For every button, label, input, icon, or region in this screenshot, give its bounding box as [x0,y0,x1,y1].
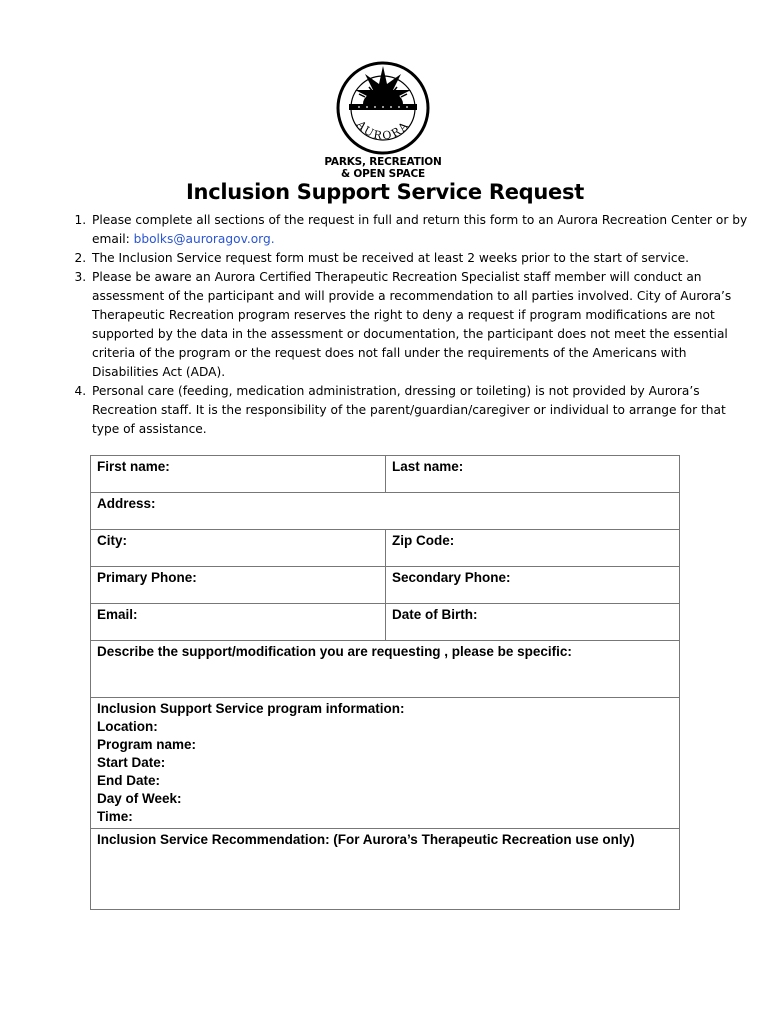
primary-phone-field[interactable]: Primary Phone: [91,567,386,604]
location-label: Location: [97,719,158,734]
program-name-label: Program name: [97,737,197,752]
end-date-label: End Date: [97,773,161,788]
support-description-field[interactable]: Describe the support/modification you are requesting , please be specific: [91,641,680,698]
request-form-table [90,455,680,910]
secondary-phone-field[interactable]: Secondary Phone: [386,567,680,604]
email-link[interactable]: bbolks@auroragov.org. [133,232,275,246]
city-field[interactable]: City: [91,530,386,567]
first-name-field[interactable]: First name: [91,456,386,493]
program-info-section[interactable] [91,698,680,829]
page-title: Inclusion Support Service Request [186,180,584,204]
logo-line2: & OPEN SPACE [341,168,425,180]
recommendation-field[interactable]: Inclusion Service Recommendation: (For Aurora’s Therapeutic Recreation use only) [91,829,680,910]
aurora-logo [318,60,448,178]
instruction-item: 1. Please complete all sections of the request in full and return this form to an Aurora Recreation Center or by email: bbolks@auroragov.org. [90,211,755,249]
time-label: Time: [97,809,133,824]
logo-line1: PARKS, RECREATION [324,156,442,168]
address-field[interactable]: Address: [91,493,680,530]
instruction-item: 2. The Inclusion Service request form must be received at least 2 weeks prior to the start of service. [90,249,755,268]
program-info-heading: Inclusion Support Service program information: [97,701,405,716]
day-of-week-label: Day of Week: [97,791,182,806]
instruction-item: 4. Personal care (feeding, medication administration, dressing or toileting) is not provided by Aurora’s Recreation staff. It is the responsibility of the parent/guardian/caregiver or individual to arrange for that type of assistance. [90,382,755,439]
start-date-label: Start Date: [97,755,166,770]
aurora-seal-icon [335,60,431,156]
email-field[interactable]: Email: [91,604,386,641]
instruction-item: 3. Please be aware an Aurora Certified Therapeutic Recreation Specialist staff member will conduct an assessment of the participant and will provide a recommendation to all parties involved. City of Aurora’s Therapeutic Recreation program reserves the right to deny a request if program modifications are not supported by the data in the assessment or documentation, the participant does not meet the essential criteria of the program or the request does not fall under the requirements of the Americans with Disabilities Act (ADA). [90,268,755,382]
instructions-list [60,211,755,439]
zip-code-field[interactable]: Zip Code: [386,530,680,567]
logo-ring-text: AURORA [354,118,412,143]
date-of-birth-field[interactable]: Date of Birth: [386,604,680,641]
last-name-field[interactable]: Last name: [386,456,680,493]
